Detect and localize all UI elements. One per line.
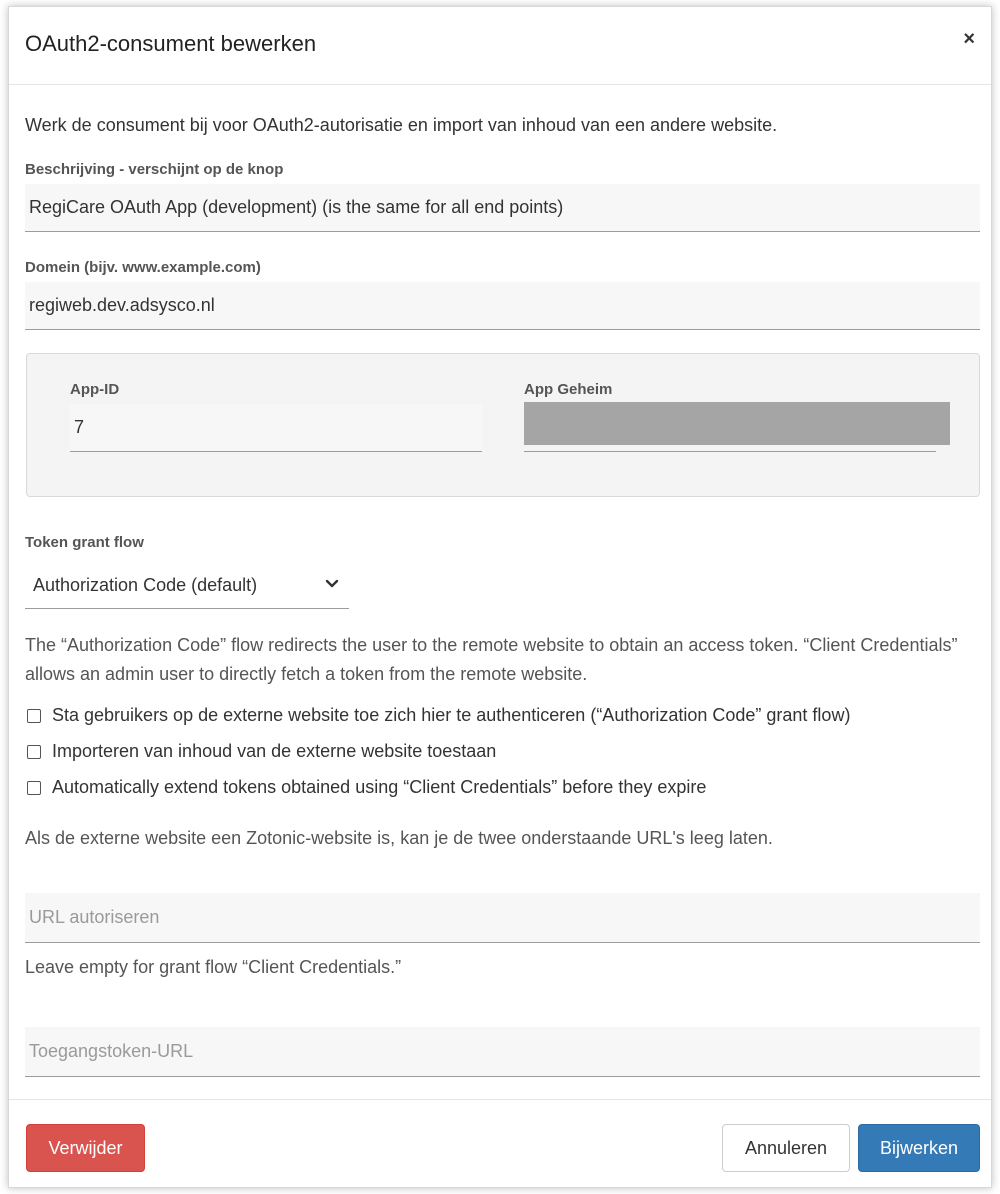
app-id-input[interactable]: 7 <box>70 404 482 452</box>
description-input[interactable]: RegiCare OAuth App (development) (is the same for all end points) <box>25 184 980 232</box>
checkbox-allow-import-row[interactable] <box>27 741 496 762</box>
authorize-url-input[interactable]: URL autoriseren <box>25 893 980 943</box>
app-secret-label: App Geheim <box>524 381 613 398</box>
grant-flow-selected: Authorization Code (default) <box>33 575 258 595</box>
domain-label: Domein (bijv. www.example.com) <box>25 259 261 276</box>
edit-oauth2-consumer-dialog <box>8 6 992 1188</box>
app-credentials-panel <box>26 353 980 497</box>
update-button[interactable]: Bijwerken <box>858 1124 980 1172</box>
checkbox-extend-tokens-label: Automatically extend tokens obtained using “Client Credentials” before they expire <box>52 777 707 797</box>
authorize-url-help: Leave empty for grant flow “Client Credentials.” <box>25 957 402 977</box>
checkbox-allow-import[interactable] <box>27 745 41 759</box>
checkbox-allow-import-label: Importeren van inhoud van de externe website toestaan <box>52 741 497 761</box>
dialog-header <box>9 7 991 85</box>
chevron-down-icon <box>325 577 339 591</box>
checkbox-extend-tokens-row[interactable] <box>27 777 706 798</box>
grant-flow-label: Token grant flow <box>25 534 144 551</box>
grant-flow-help: The “Authorization Code” flow redirects the user to the remote website to obtain an access token. “Client Credentials” allows an admin user to directly fetch a token from the remote website. <box>25 635 958 684</box>
app-secret-underline <box>524 451 936 452</box>
grant-flow-select[interactable] <box>25 563 349 609</box>
checkbox-allow-auth-row[interactable] <box>27 705 850 726</box>
domain-input[interactable]: regiweb.dev.adsysco.nl <box>25 282 980 330</box>
access-token-url-input[interactable]: Toegangstoken-URL <box>25 1027 980 1077</box>
zotonic-note: Als de externe website een Zotonic-website is, kan je de twee onderstaande URL's leeg laten. <box>25 828 773 848</box>
cancel-button[interactable]: Annuleren <box>722 1124 850 1172</box>
dialog-title: OAuth2-consument bewerken <box>25 31 317 56</box>
intro-text: Werk de consument bij voor OAuth2-autorisatie en import van inhoud van een andere website. <box>25 115 778 135</box>
app-id-label: App-ID <box>70 381 120 398</box>
checkbox-allow-auth[interactable] <box>27 709 41 723</box>
checkbox-extend-tokens[interactable] <box>27 781 41 795</box>
close-icon[interactable]: × <box>963 28 975 50</box>
dialog-footer <box>9 1099 991 1188</box>
delete-button[interactable]: Verwijder <box>26 1124 145 1172</box>
checkbox-allow-auth-label: Sta gebruikers op de externe website toe zich hier te authenticeren (“Authorization Code” grant flow) <box>52 705 851 725</box>
description-label: Beschrijving - verschijnt op de knop <box>25 161 284 178</box>
app-secret-input[interactable] <box>524 402 950 445</box>
